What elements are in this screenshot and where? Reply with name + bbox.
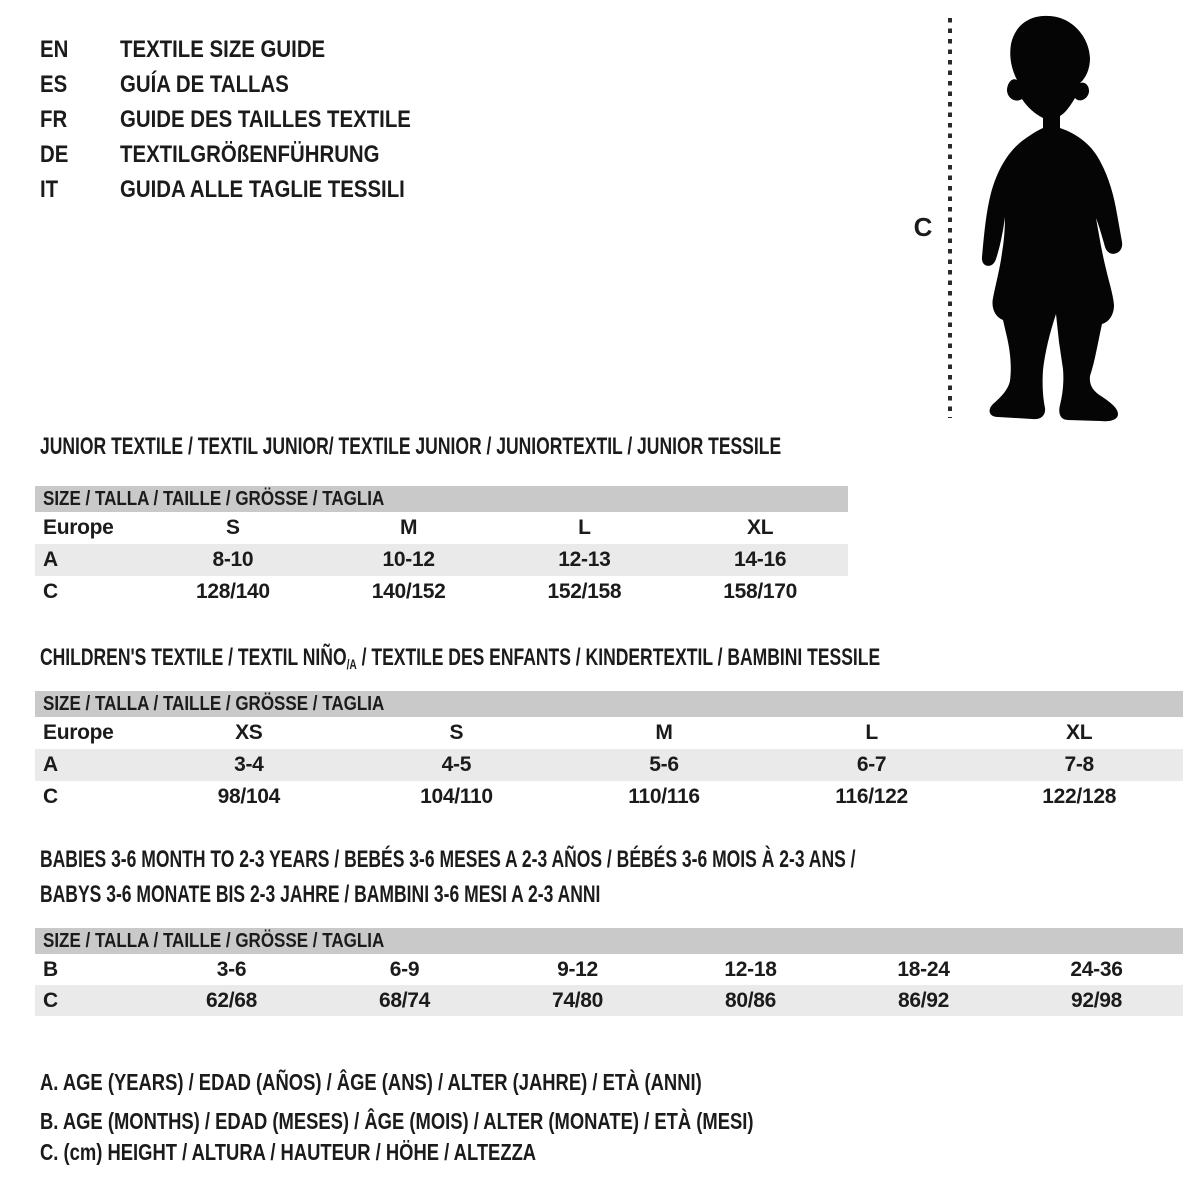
note-height-cm: C. (cm) HEIGHT / ALTURA / HAUTEUR / HÖHE / ALTEZZA [40,1139,537,1165]
size-header-label: SIZE / TALLA / TAILLE / GRÖSSE / TAGLIA [43,487,385,510]
row-label: Europe [43,721,114,744]
babies-section-title-line1: BABIES 3-6 MONTH TO 2-3 YEARS / BEBÉS 3-6 MESES A 2-3 AÑOS / BÉBÉS 3-6 MOIS À 2-3 ANS / [40,846,856,873]
language-title: GUÍA DE TALLAS [120,70,289,98]
size-cell: 7-8 [1064,753,1094,776]
size-cell: 158/170 [723,580,798,603]
size-cell: 12-18 [724,957,777,981]
note-age-years: A. AGE (YEARS) / EDAD (AÑOS) / ÂGE (ANS) / ALTER (JAHRE) / ETÀ (ANNI) [40,1069,702,1095]
size-cell: 74/80 [551,988,604,1012]
language-row [40,137,462,172]
size-cell: S [226,516,240,539]
language-code: ES [40,70,68,98]
size-cell: 6-9 [389,957,420,981]
size-header-row [35,691,1183,717]
table-row [35,512,848,544]
language-title: GUIDA ALLE TAGLIE TESSILI [120,175,405,203]
language-row [40,32,462,67]
row-label: B [43,957,58,981]
table-row [35,717,1183,749]
language-list [40,32,462,207]
size-cell: 5-6 [649,753,679,776]
row-label: Europe [43,516,114,539]
row-label: C [43,580,58,603]
size-header-label: SIZE / TALLA / TAILLE / GRÖSSE / TAGLIA [43,692,385,715]
size-cell: 104/110 [420,785,493,808]
size-cell: 3-6 [216,957,247,981]
row-label: A [43,548,58,571]
size-cell: 62/68 [205,988,258,1012]
size-cell: M [655,721,673,744]
size-cell: 6-7 [856,753,887,776]
row-label: C [43,988,58,1012]
language-title: TEXTILGRÖßENFÜHRUNG [120,140,380,168]
size-cell: 80/86 [724,988,777,1012]
size-cell: 110/116 [628,785,700,808]
language-code: IT [40,175,59,203]
size-cell: 3-4 [234,753,264,776]
nino-a-subscript: /A [346,656,357,672]
table-row [35,576,848,608]
size-cell: 14-16 [734,548,787,571]
babies-section-title-line2: BABYS 3-6 MONATE BIS 2-3 JAHRE / BAMBINI 3-6 MESI A 2-3 ANNI [40,881,601,908]
size-cell: 4-5 [441,753,472,776]
language-title: GUIDE DES TAILLES TEXTILE [120,105,411,133]
row-label: A [43,753,58,776]
size-header-row [35,928,1183,954]
size-cell: M [400,516,418,539]
size-cell: 10-12 [382,548,435,571]
size-cell: 86/92 [897,988,950,1012]
language-row [40,102,462,137]
junior-size-table [35,486,848,608]
size-cell: 18-24 [897,957,950,981]
toddler-silhouette [958,14,1138,424]
language-title: TEXTILE SIZE GUIDE [120,35,326,63]
note-age-months: B. AGE (MONTHS) / EDAD (MESES) / ÂGE (MOIS) / ALTER (MONATE) / ETÀ (MESI) [40,1108,754,1134]
language-row [40,67,462,102]
size-cell: XL [747,516,774,539]
babies-size-table [35,928,1183,1016]
junior-section-title: JUNIOR TEXTILE / TEXTIL JUNIOR/ TEXTILE JUNIOR / JUNIORTEXTIL / JUNIOR TESSILE [40,433,782,460]
size-header-label: SIZE / TALLA / TAILLE / GRÖSSE / TAGLIA [43,929,385,952]
size-cell: 24-36 [1070,957,1123,981]
size-cell: S [449,721,464,744]
height-measure-label: C [913,212,933,242]
language-code: EN [40,35,69,63]
table-row [35,985,1183,1016]
size-header-row [35,486,848,512]
size-cell: 8-10 [212,548,254,571]
language-code: FR [40,105,68,133]
size-cell: 122/128 [1042,785,1117,808]
size-cell: XS [235,721,263,744]
size-cell: 9-12 [557,957,598,981]
size-cell: 116/122 [835,785,908,808]
table-row [35,749,1183,781]
row-label: C [43,785,58,808]
size-cell: 92/98 [1070,988,1123,1012]
size-cell: 152/158 [547,580,622,603]
table-row [35,781,1183,813]
table-row [35,954,1183,985]
children-size-table [35,691,1183,813]
language-code: DE [40,140,69,168]
size-cell: 12-13 [558,548,611,571]
size-cell: L [865,721,878,744]
size-cell: 140/152 [371,580,446,603]
size-cell: L [578,516,591,539]
size-cell: XL [1066,721,1093,744]
size-cell: 98/104 [217,785,281,808]
table-row [35,544,848,576]
children-section-title: CHILDREN'S TEXTILE / TEXTIL NIÑO/A / TEXTILE DES ENFANTS / KINDERTEXTIL / BAMBINI TESSILE [40,644,881,672]
size-cell: 68/74 [378,988,431,1012]
size-cell: 128/140 [195,580,270,603]
language-row [40,172,462,207]
height-measure-line [946,16,954,420]
